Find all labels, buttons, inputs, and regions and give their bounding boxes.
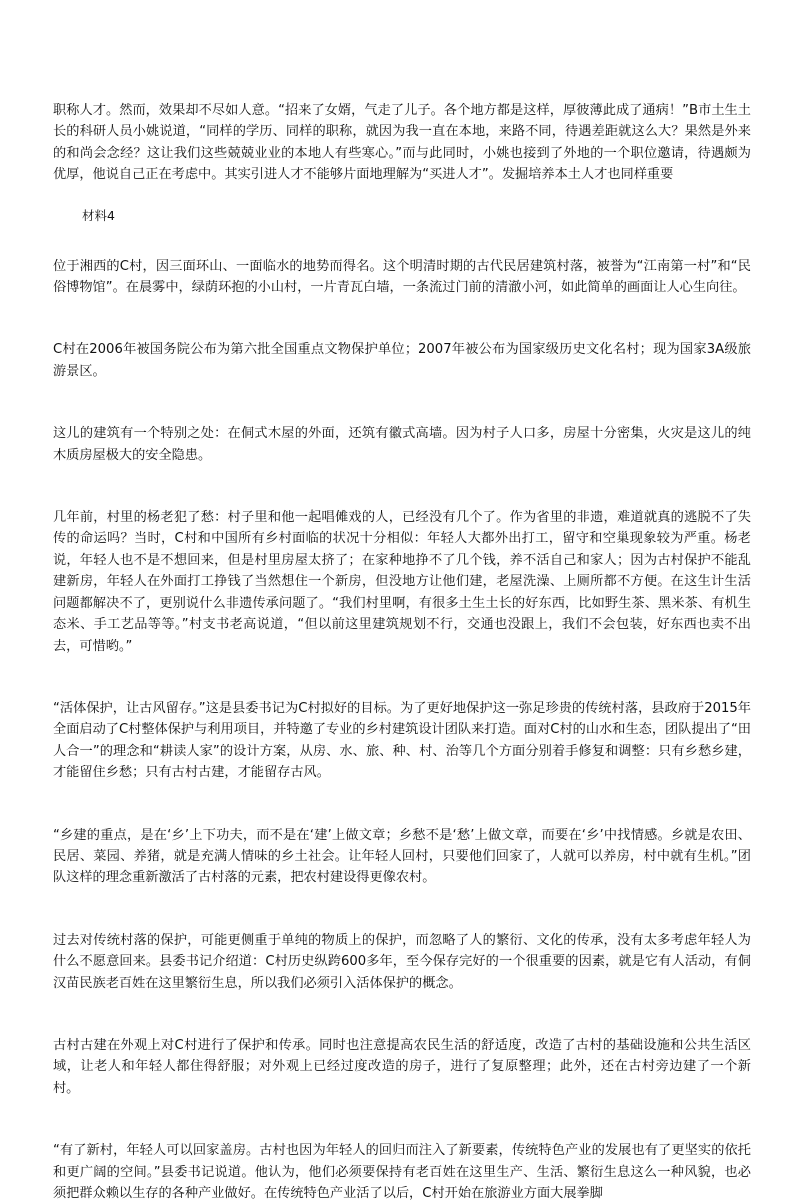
intro-paragraph: 职称人才。然而，效果却不尽如人意。“招来了女婿，气走了儿子。各个地方都是这样，厚彼薄此成了通病！”B市土生土长的科研人员小姚说道，“同样的学历、同样的职称，就因为我一直在本地，来路不同，待遇差距就这么大？果然是外来的和尚会念经？这让我们这些兢兢业业的本地人有些寒心。”而与此同时，小姚也接到了外地的一个职位邀请，待遇颇为优厚，他说自己正在考虑中。其实引进人才不能够片面地理解为“买进人才”。发掘培养本土人才也同样重要: [53, 103, 751, 183]
section-heading: 材料4: [82, 207, 115, 223]
paragraph: “有了新村，年轻人可以回家盖房。古村也因为年轻人的回归而注入了新要素，传统特色产业的发展也有了更坚实的依托和更广阔的空间。”县委书记说道。他认为，他们必须要保持有老百姓在这里生产、生活、繁衍生息这么一种风貌，也必须把群众赖以生存的各种产业做好。在传统特色产业活了以后，C村开始在旅游业方面大展拳脚: [53, 1143, 751, 1201]
paragraph: “活体保护，让古风留存。”这是县委书记为C村拟好的目标。为了更好地保护这一弥足珍贵的传统村落，县政府于2015年全面启动了C村整体保护与利用项目，并特邀了专业的乡村建筑设计团队来打造。面对C村的山水和生态，团队提出了“田人合一”的理念和“耕读人家”的设计方案，从房、水、旅、种、村、治等几个方面分别着手修复和调整：只有乡愁乡建，才能留住乡愁；只有古村古建，才能留存古风。: [53, 700, 751, 781]
paragraph: “乡建的重点，是在‘乡’上下功夫，而不是在‘建’上做文章；乡愁不是‘愁’上做文章，而要在‘乡’中找情感。乡就是农田、民居、菜园、养猪，就是充满人情味的乡土社会。让年轻人回村，只要他们回家了，人就可以养房，村中就有生机。”团队这样的理念重新激活了古村落的元素，把农村建设得更像农村。: [53, 827, 751, 886]
paragraph: C村在2006年被国务院公布为第六批全国重点文物保护单位；2007年被公布为国家级历史文化名村；现为国家3A级旅游景区。: [53, 342, 751, 379]
paragraph: 过去对传统村落的保护，可能更侧重于单纯的物质上的保护，而忽略了人的繁衍、文化的传承，没有太多考虑年轻人为什么不愿意回来。县委书记介绍道：C村历史纵跨600多年，至今保存完好的一个很重要的因素，就是它有人活动，有侗汉苗民族老百姓在这里繁衍生息，所以我们必须引入活体保护的概念。: [53, 932, 751, 991]
paragraph: 古村古建在外观上对C村进行了保护和传承。同时也注意提高农民生活的舒适度，改造了古村的基础设施和公共生活区域，让老人和年轻人都住得舒服；对外观上已经过度改造的房子，进行了复原整理；此外，还在古村旁边建了一个新村。: [53, 1037, 751, 1096]
paragraph: 这儿的建筑有一个特别之处：在侗式木屋的外面，还筑有徽式高墙。因为村子人口多，房屋十分密集，火灾是这儿的纯木质房屋极大的安全隐患。: [53, 426, 751, 463]
document-page: [53, 100, 751, 1204]
paragraph: 位于湘西的C村，因三面环山、一面临水的地势而得名。这个明清时期的古代民居建筑村落，被誉为“江南第一村”和“民俗博物馆”。在晨雾中，绿荫环抱的小山村，一片青瓦白墙，一条流过门前的清澈小河，如此简单的画面让人心生向往。: [53, 258, 751, 296]
paragraph: 几年前，村里的杨老犯了愁：村子里和他一起唱傩戏的人，已经没有几个了。作为省里的非遗，难道就真的逃脱不了失传的命运吗？当时，C村和中国所有乡村面临的状况十分相似：年轻人大都外出打工，留守和空巢现象较为严重。杨老说，年轻人也不是不想回来，但是村里房屋太挤了；在家种地挣不了几个钱，养不活自己和家人；因为古村保护不能乱建新房，年轻人在外面打工挣钱了当然想住一个新房，但没地方让他们建，老屋洗澡、上厕所都不方便。在这生计生活问题都解决不了，更别说什么非遗传承问题了。“我们村里啊，有很多土生土长的好东西，比如野生茶、黑米茶、有机生态米、手工艺品等等。”村支书老高说道，“但以前这里建筑规划不行，交通也没跟上，我们不会包装，好东西也卖不出去，可惜哟。”: [53, 510, 751, 654]
